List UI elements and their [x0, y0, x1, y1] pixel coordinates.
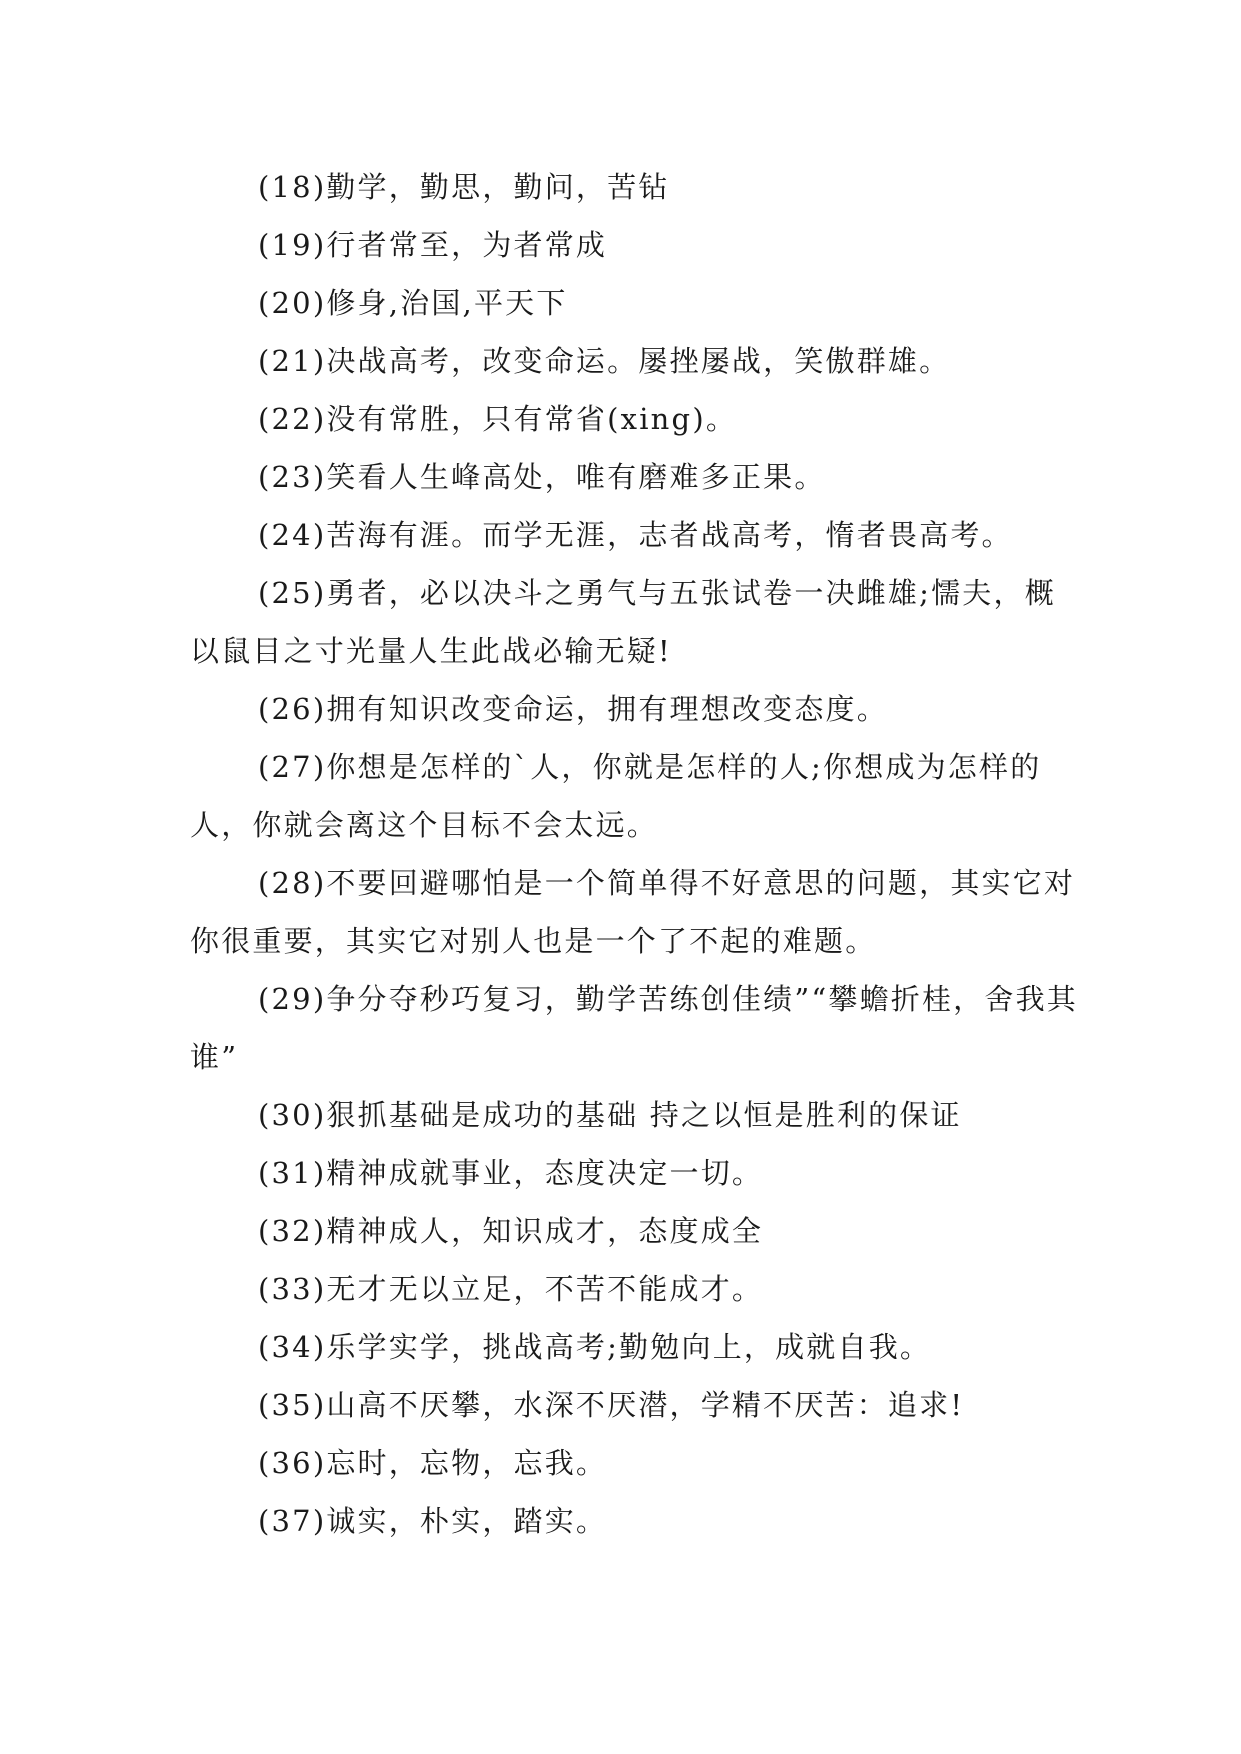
quote-item-36: (36)忘时，忘物，忘我。	[258, 1446, 608, 1480]
quote-item-20: (20)修身,治国,平天下	[258, 286, 568, 320]
quote-item-19: (19)行者常至，为者常成	[258, 228, 608, 262]
quote-item-34: (34)乐学实学，挑战高考;勤勉向上，成就自我。	[258, 1330, 932, 1364]
quote-item-18: (18)勤学，勤思，勤问，苦钻	[258, 170, 670, 204]
quote-item-27: (27)你想是怎样的`人，你就是怎样的人;你想成为怎样的人，你就会离这个目标不会太远。	[190, 750, 1042, 842]
quote-list	[190, 158, 1080, 1550]
quote-item-29: (29)争分夺秒巧复习，勤学苦练创佳绩”“攀蟾折桂，舍我其谁”	[190, 982, 1078, 1074]
quote-item-26: (26)拥有知识改变命运，拥有理想改变态度。	[258, 692, 888, 726]
quote-item-25: (25)勇者，必以决斗之勇气与五张试卷一决雌雄;懦夫，概以鼠目之寸光量人生此战必输无疑!	[190, 576, 1056, 668]
quote-item-22: (22)没有常胜，只有常省(xing)。	[258, 402, 738, 436]
quote-item-37: (37)诚实，朴实，踏实。	[258, 1504, 608, 1538]
quote-item-32: (32)精神成人，知识成才，态度成全	[258, 1214, 764, 1248]
quote-item-31: (31)精神成就事业，态度决定一切。	[258, 1156, 764, 1190]
quote-item-28: (28)不要回避哪怕是一个简单得不好意思的问题，其实它对你很重要，其实它对别人也是一个了不起的难题。	[190, 866, 1076, 958]
quote-item-33: (33)无才无以立足，不苦不能成才。	[258, 1272, 764, 1306]
quote-item-21: (21)决战高考，改变命运。屡挫屡战，笑傲群雄。	[258, 344, 951, 378]
quote-item-30: (30)狠抓基础是成功的基础 持之以恒是胜利的保证	[258, 1098, 962, 1132]
quote-item-23: (23)笑看人生峰高处，唯有磨难多正果。	[258, 460, 826, 494]
quote-item-35: (35)山高不厌攀，水深不厌潜，学精不厌苦：追求!	[258, 1388, 965, 1422]
quote-item-24: (24)苦海有涯。而学无涯，志者战高考，惰者畏高考。	[258, 518, 1013, 552]
